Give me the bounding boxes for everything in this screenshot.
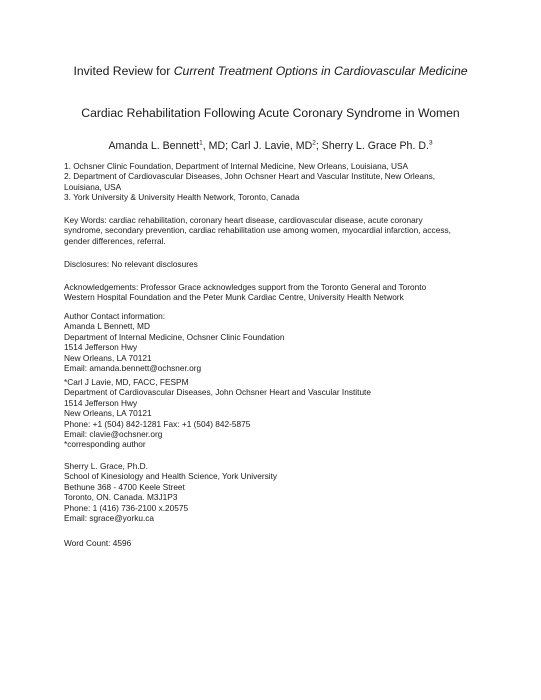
disclosures: Disclosures: No relevant disclosures	[64, 259, 198, 269]
contact-phone: Phone: 1 (416) 736-2100 x.20575	[64, 502, 189, 513]
author-name: Carl J. Lavie, MD	[231, 140, 313, 152]
affiliation-line: 1. Ochsner Clinic Foundation, Department of Internal Medicine, New Orleans, Louisiana, USA	[64, 161, 409, 171]
acknowledgements-line: Western Hospital Foundation and the Peter Munk Cardiac Centre, University Health Network	[64, 292, 404, 303]
contact-line: *Carl J Lavie, MD, FACC, FESPM	[64, 377, 189, 387]
contact-line: Toronto, ON. Canada. M3J1P3	[64, 492, 178, 503]
journal-prefix: Invited Review for	[73, 64, 174, 78]
acknowledgements	[64, 282, 484, 303]
affiliation-line: 3. York University & University Health Network, Toronto, Canada	[64, 192, 300, 203]
author-separator: , MD;	[202, 140, 232, 152]
contact-email: Email: clavie@ochsner.org	[64, 429, 163, 440]
affiliation-line: 2. Department of Cardiovascular Diseases, John Ochsner Heart and Vascular Institute, New Orleans,	[64, 171, 436, 182]
affiliation-line: Louisiana, USA	[64, 181, 122, 192]
contact-phone: Phone: +1 (504) 842-1281 Fax: +1 (504) 842-5875	[64, 418, 251, 429]
contact-line: Bethune 368 - 4700 Keele Street	[64, 481, 185, 492]
paper-title: Cardiac Rehabilitation Following Acute Coronary Syndrome in Women	[81, 106, 460, 120]
author-name: Sherry L. Grace Ph. D.	[321, 140, 429, 152]
contact-line: New Orleans, LA 70121	[64, 352, 152, 363]
author-name: Amanda L. Bennett	[108, 140, 200, 152]
contact-line: Amanda L Bennett, MD	[64, 321, 150, 332]
author-superscript: 3	[428, 139, 433, 147]
journal-name: Current Treatment Options in Cardiovascular Medicine	[173, 64, 468, 78]
author-line	[0, 140, 541, 152]
corresponding-note: *corresponding author	[64, 439, 146, 450]
contact-line: School of Kinesiology and Health Science, York University	[64, 471, 278, 482]
keywords-line: syndrome, secondary prevention, cardiac rehabilitation use among women, myocardial infarction, access,	[64, 225, 451, 236]
contact-line: Sherry L. Grace, Ph.D.	[64, 461, 148, 471]
acknowledgements-line: Acknowledgements: Professor Grace acknowledges support from the Toronto General and Toronto	[64, 282, 427, 292]
contact-bennett	[64, 311, 484, 373]
contact-line: Department of Internal Medicine, Ochsner Clinic Foundation	[64, 331, 285, 342]
journal-line	[0, 64, 541, 78]
author-superscript: 1	[199, 139, 203, 147]
keywords-line: Key Words: cardiac rehabilitation, coronary heart disease, cardiovascular disease, acute coronary	[64, 215, 423, 225]
contact-line: New Orleans, LA 70121	[64, 408, 152, 419]
word-count: Word Count: 4596	[64, 538, 132, 548]
contact-email: Email: sgrace@yorku.ca	[64, 513, 155, 524]
contact-line: 1514 Jefferson Hwy	[64, 397, 138, 408]
contact-line: 1514 Jefferson Hwy	[64, 342, 138, 353]
contact-grace	[64, 461, 484, 523]
keywords	[64, 215, 484, 246]
contact-lavie	[64, 377, 484, 450]
author-separator: ;	[315, 140, 322, 152]
keywords-line: gender differences, referral.	[64, 235, 166, 246]
affiliations	[64, 161, 484, 203]
contact-email: Email: amanda.bennett@ochsner.org	[64, 363, 202, 374]
author-superscript: 2	[312, 139, 316, 147]
contact-line: Department of Cardiovascular Diseases, John Ochsner Heart and Vascular Institute	[64, 387, 371, 398]
contact-line: Author Contact information:	[64, 311, 165, 321]
